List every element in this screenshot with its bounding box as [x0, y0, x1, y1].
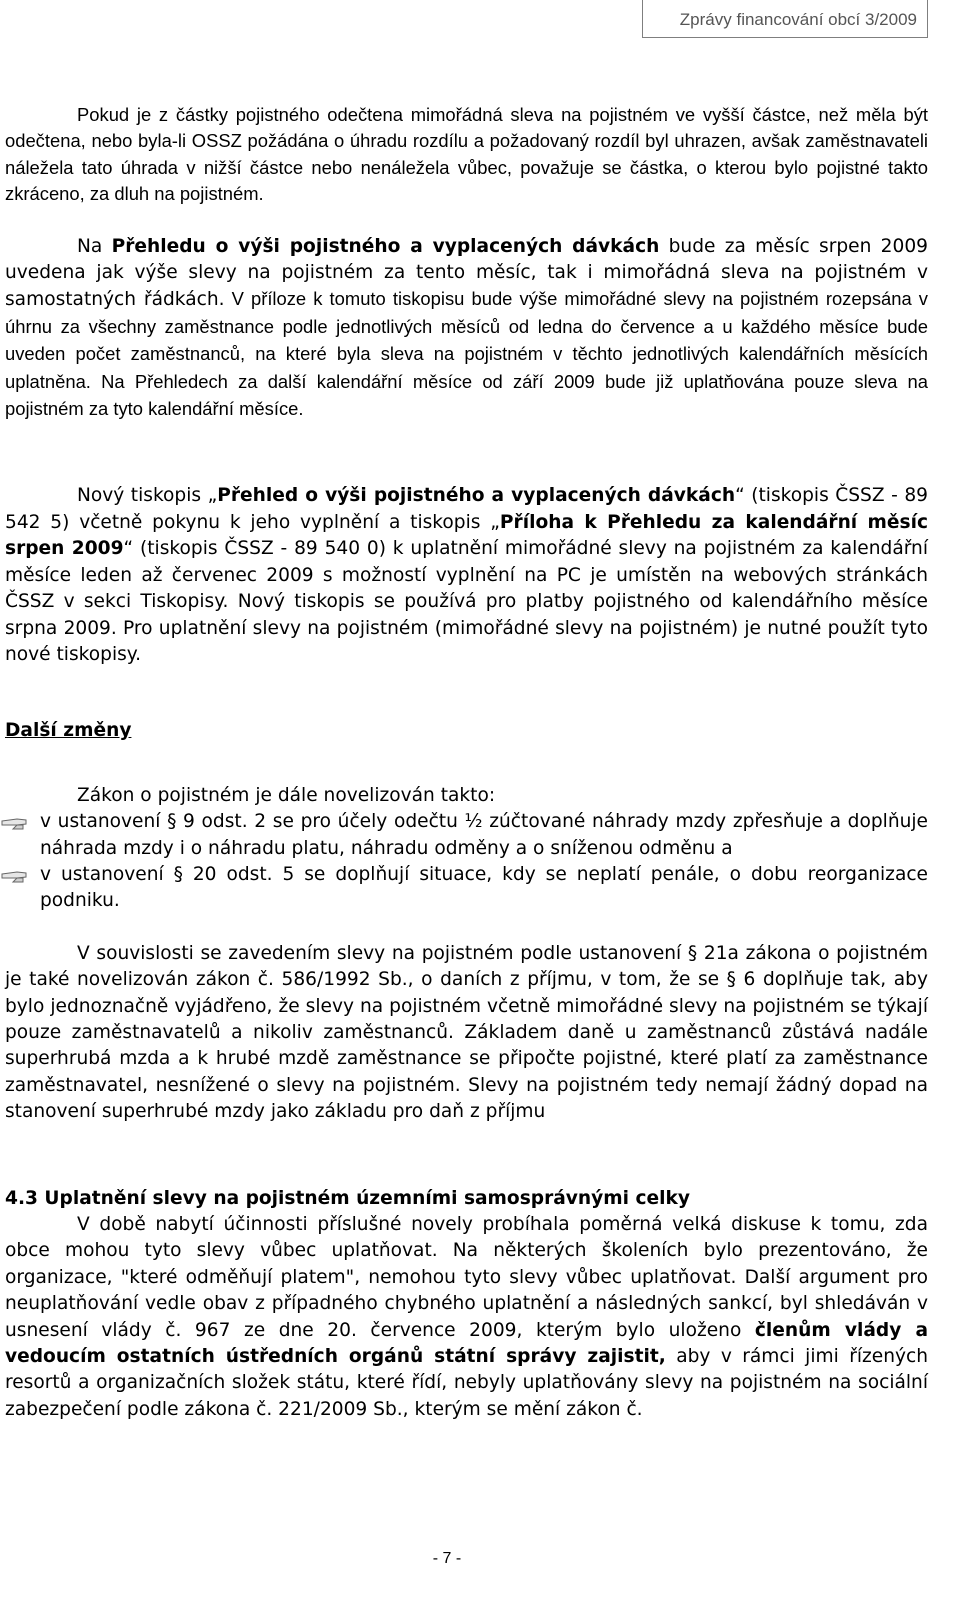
p3-text-a: Nový tiskopis „ [77, 485, 218, 507]
paragraph-municipalities [5, 1212, 928, 1423]
p3-text-e: “ (tiskopis ČSSZ - 89 540 0) k uplatnění mimořádné slevy na pojistném za kalendářní měsíce leden až červenec 2009 s možností vyplnění na PC je umístěn na webových stránkách ČSSZ v sekci Tiskopisy. Nový tiskopis se používá pro platby pojistného od kalendářního měsíce srpna 2009. Pro uplatnění slevy na pojistném (mimořádné slevy na pojistném) je nutné použít tyto nové tiskopisy. [5, 538, 928, 665]
p2-text-c: bude za měsíc srpen 2009 uvedena jak výše slevy na pojistném za tento měsíc, tak i mimořádná sleva na pojistném v samostatných řádkách. [5, 235, 928, 311]
bullet-item [5, 862, 928, 915]
p2-text-a: Na [77, 235, 112, 257]
p3-text-c: “ (tiskopis ČSSZ - 89 542 5) včetně pokynu k jeho vyplnění a tiskopis „ [5, 485, 928, 533]
header-title: Zprávy financování obcí 3/2009 [679, 10, 917, 29]
paragraph-overview [5, 234, 928, 424]
bullet-item [5, 809, 928, 862]
heading-other-changes: Další změny [5, 720, 132, 742]
p6-text-c: aby v rámci jimi řízených resortů a organizačních složek státu, které řídí, nebyly uplatňovány slevy na pojistném na sociální zabezpečení podle zákona č. 221/2009 Sb., kterým se mění zákon č. [5, 1346, 929, 1420]
pointing-hand-icon [0, 811, 33, 833]
p3-bold-form-title: Přehled o výši pojistného a vyplacených dávkách [217, 485, 736, 507]
page-body [5, 102, 928, 1423]
paragraph-amendment-intro: Zákon o pojistném je dále novelizován takto: [77, 784, 496, 806]
p6-text-a: V době nabytí účinnosti příslušné novely probíhala poměrná velká diskuse k tomu, zda obce mohou tyto slevy vůbec uplatňovat. Na některých školeních bylo prezentováno, že organizace, "které odměňují platem", nemohou tyto slevy vůbec uplatňovat. Další argument pro neuplatňování vedle obav z případného chybného uplatnění a následných sankcí, byl shledáván v usnesení vlády č. 967 ze dne 20. července 2009, kterým bylo uloženo [5, 1214, 928, 1341]
bullet-text: v ustanovení § 9 odst. 2 se pro účely odečtu ½ zúčtované náhrady mzdy zpřesňuje a doplňuje náhrada mzdy i o náhradu platu, náhradu odměny a o sníženou odměnu a [40, 811, 928, 859]
running-header [642, 0, 928, 38]
paragraph-new-form [5, 483, 928, 668]
pointing-hand-icon [0, 864, 33, 886]
page-number: - 7 - [432, 1550, 462, 1567]
paragraph-debt: Pokud je z částky pojistného odečtena mimořádná sleva na pojistném ve vyšší částce, než měla být odečtena, nebo byla-li OSSZ požádána o úhradu rozdílu a požadovaný rozdíl byl uhrazen, avšak zaměstnavateli náležela tato úhrada v nižší částce nebo nenáležela vůbec, považuje se částka, o kterou bylo pojistné takto zkráceno, za dluh na pojistném. [5, 104, 928, 205]
p2-text-d: V příloze k tomuto tiskopisu bude výše mimořádné slevy na pojistném rozepsána v úhrnu za všechny zaměstnance podle jednotlivých měsíců od ledna do července a u každého měsíce bude uveden počet zaměstnanců, na které byla sleva na pojistném v těchto jednotlivých kalendářních měsících uplatněna. Na Přehledech za další kalendářní měsíce od září 2009 bude již uplatňována pouze sleva na pojistném za tyto kalendářní měsíce. [5, 288, 928, 420]
p3-bold-attachment-title: Příloha k Přehledu za kalendářní měsíc srpen 2009 [5, 511, 929, 560]
p6-bold-government: členům vlády a vedoucím ostatních ústředních orgánů státní správy zajistit, [5, 1319, 928, 1368]
bullet-text: v ustanovení § 20 odst. 5 se doplňují situace, kdy se neplatí penále, o dobu reorganizace podniku. [40, 863, 928, 912]
heading-section-4-3: 4.3 Uplatnění slevy na pojistném územními samosprávnými celky [5, 1187, 690, 1209]
paragraph-income-tax: V souvislosti se zavedením slevy na pojistném podle ustanovení § 21a zákona o pojistném je také novelizován zákon č. 586/1992 Sb., o daních z příjmu, v tom, že se § 6 doplňuje tak, aby bylo jednoznačně vyjádřeno, že slevy na pojistném včetně mimořádné slevy na pojistném se týkají pouze zaměstnavatelů a nikoliv zaměstnanců. Základem daně u zaměstnanců zůstává nadále superhrubá mzda a k hrubé mzdě zaměstnance se připočte pojistné, které platí za zaměstnance zaměstnavatel, nesnížené o slevy na pojistném. Slevy na pojistném tedy nemají žádný dopad na stanovení superhrubé mzdy jako základu pro daň z příjmu [5, 942, 928, 1123]
p2-bold-title: Přehledu o výši pojistného a vyplacených dávkách [111, 235, 660, 257]
